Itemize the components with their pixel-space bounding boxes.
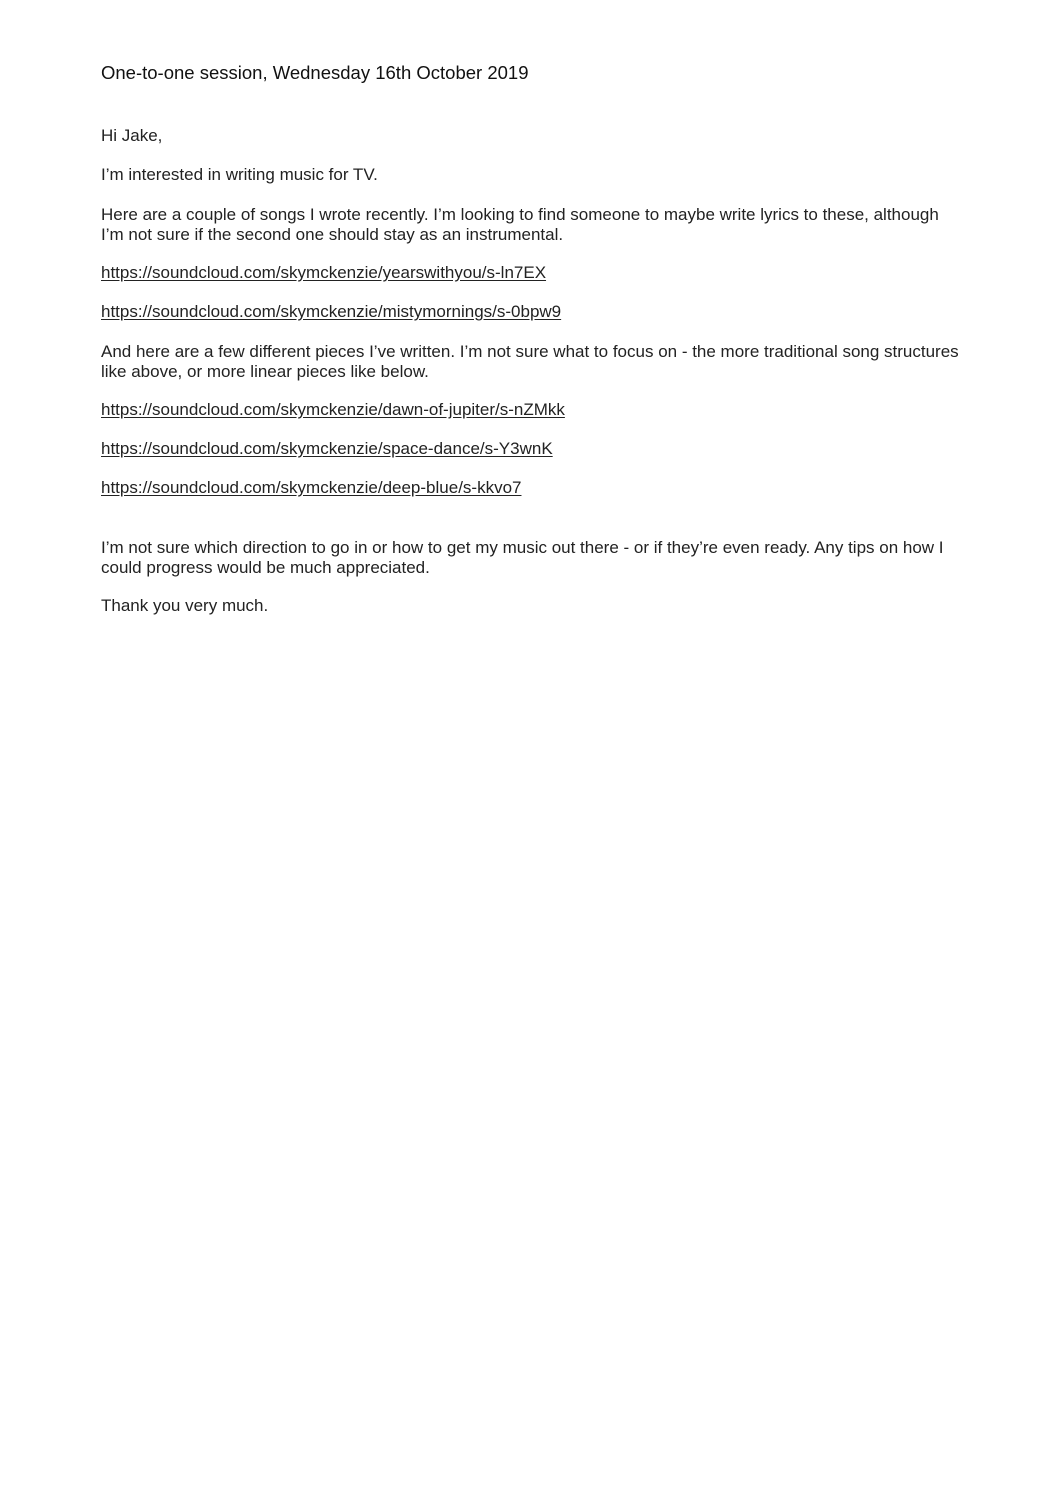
song-link[interactable]: https://soundcloud.com/skymckenzie/yearswithyou/s-ln7EX — [101, 263, 547, 282]
piece-link-item — [101, 439, 553, 459]
piece-link-item — [101, 478, 521, 498]
piece-link[interactable]: https://soundcloud.com/skymckenzie/deep-blue/s-kkvo7 — [101, 478, 522, 497]
song-link[interactable]: https://soundcloud.com/skymckenzie/mistymornings/s-0bpw9 — [101, 302, 562, 321]
signoff: Thank you very much. — [101, 596, 269, 615]
intro-paragraph: I’m interested in writing music for TV. — [101, 165, 378, 184]
song-link-item — [101, 302, 561, 322]
document-title: One-to-one session, Wednesday 16th October 2019 — [101, 62, 529, 83]
piece-link[interactable]: https://soundcloud.com/skymckenzie/dawn-of-jupiter/s-nZMkk — [101, 400, 565, 419]
closing-paragraph: I’m not sure which direction to go in or how to get my music out there - or if they’re even ready. Any tips on how I could progress would be much appreciated. — [101, 538, 944, 577]
piece-link[interactable]: https://soundcloud.com/skymckenzie/space-dance/s-Y3wnK — [101, 439, 553, 458]
pieces-paragraph: And here are a few different pieces I’ve written. I’m not sure what to focus on - the more traditional song structures like above, or more linear pieces like below. — [101, 342, 959, 381]
songs-paragraph: Here are a couple of songs I wrote recently. I’m looking to find someone to maybe write lyrics to these, although I’m not sure if the second one should stay as an instrumental. — [101, 205, 939, 244]
song-link-item — [101, 263, 546, 283]
piece-link-item — [101, 400, 565, 420]
greeting: Hi Jake, — [101, 126, 163, 145]
